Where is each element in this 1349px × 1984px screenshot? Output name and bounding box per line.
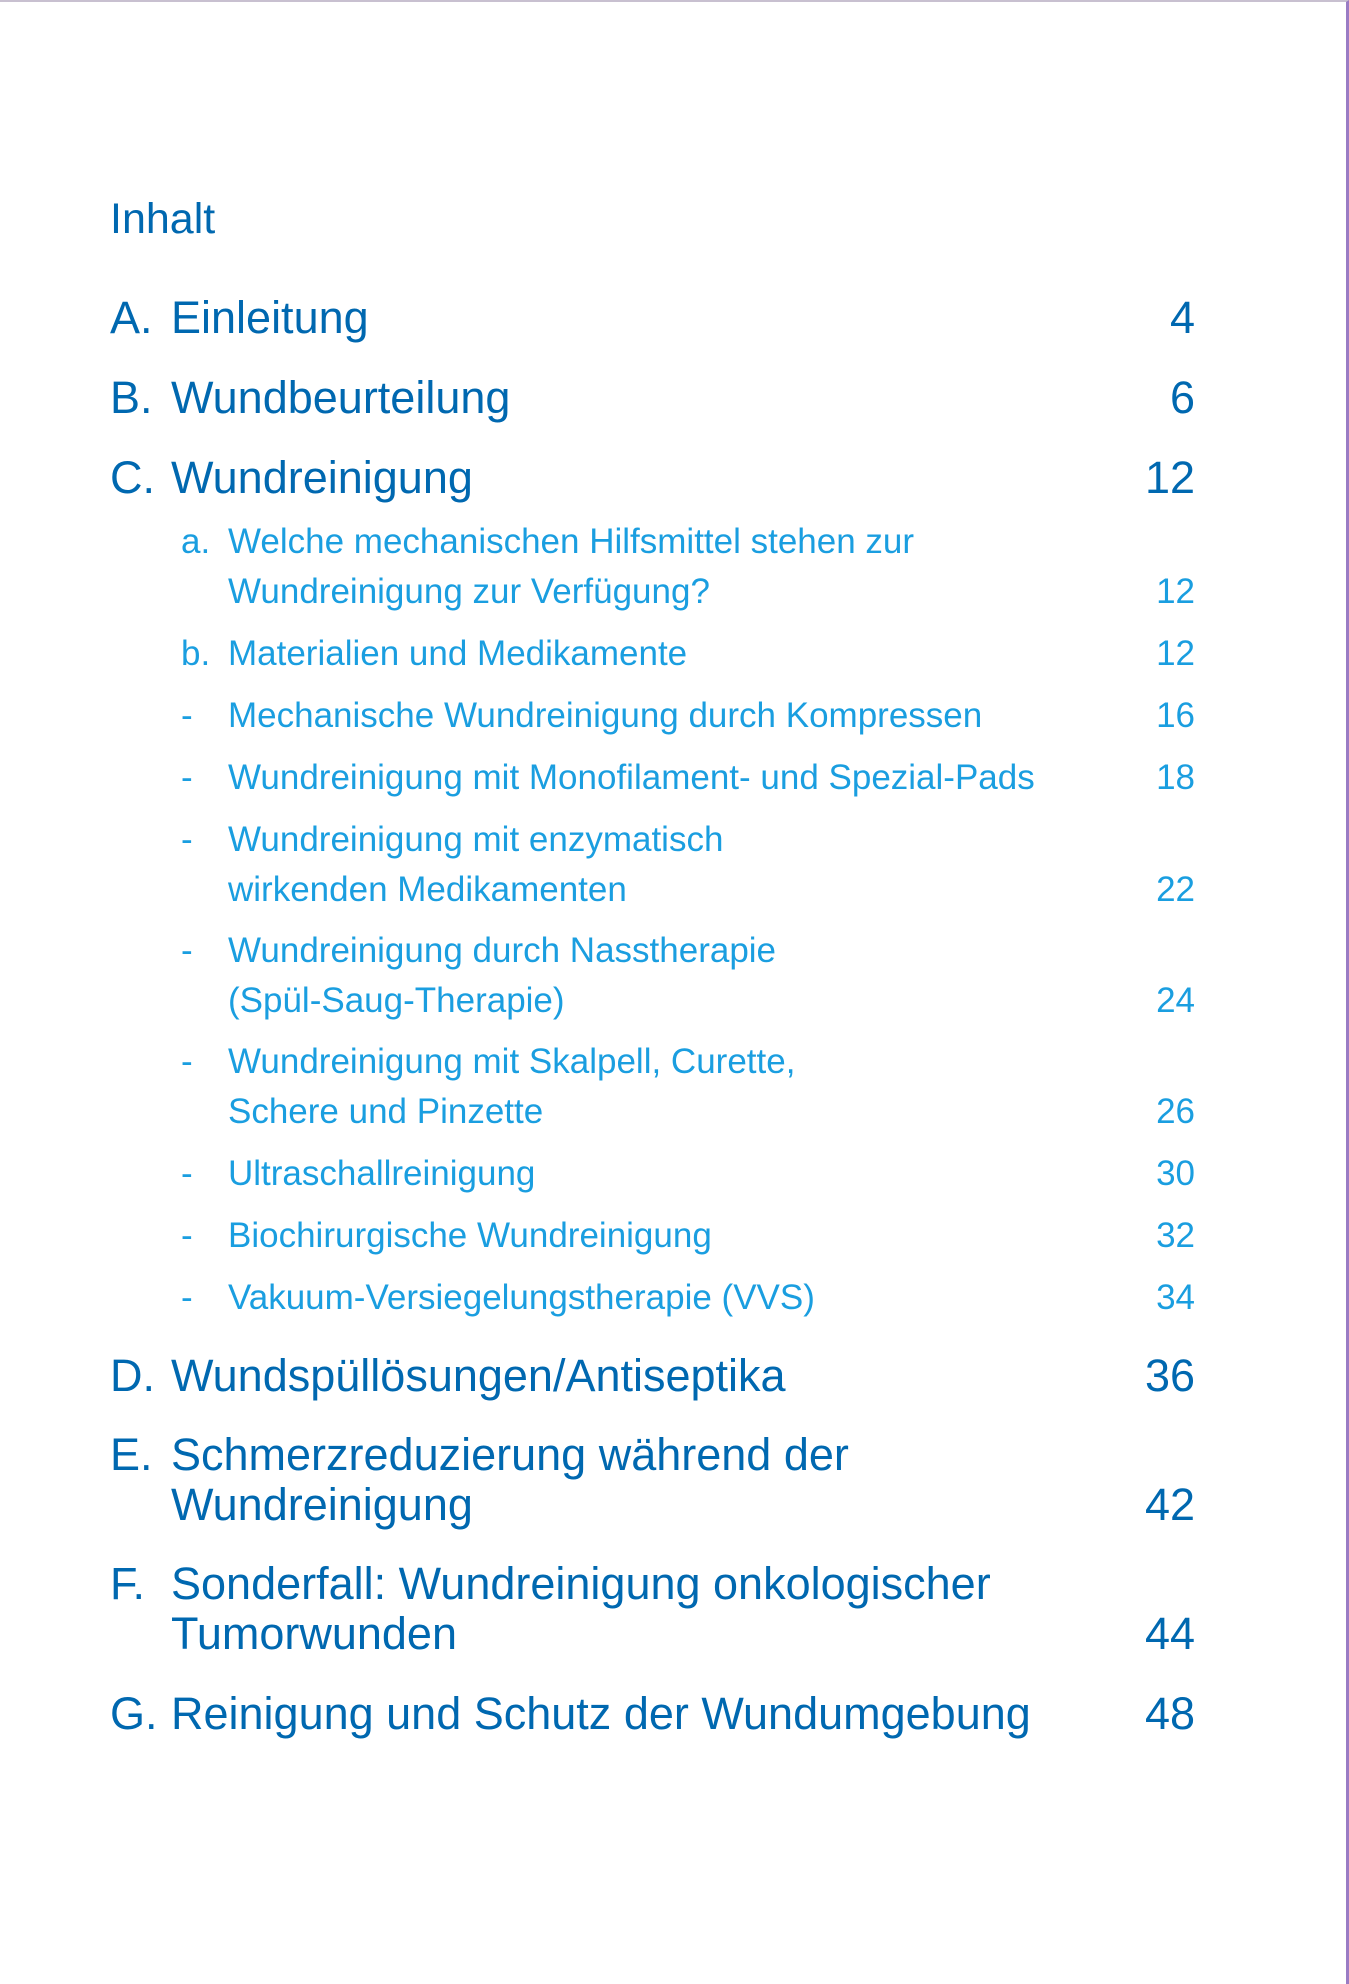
toc-entry-line: Wundbeurteilung [171,372,511,423]
toc-entry-marker: - [181,696,193,735]
toc-entry-line: Welche mechanischen Hilfsmittel stehen zur [228,522,915,561]
toc-entry-line: wirkenden Medikamenten [228,870,627,909]
toc-entry-marker: A. [110,292,153,343]
toc-entry-marker: B. [110,372,153,423]
toc-entry-page-number: 18 [1156,758,1195,797]
toc-entry-line: Tumorwunden [171,1608,457,1659]
toc-entry-page-number: 34 [1156,1278,1195,1317]
toc-entry-marker: D. [110,1350,155,1401]
toc-entry-line: (Spül-Saug-Therapie) [228,981,565,1020]
toc-entry-page-number: 24 [1156,981,1195,1020]
toc-entry-marker: F. [110,1558,146,1609]
toc-entry-line: Wundspüllösungen/Antiseptika [171,1350,786,1401]
toc-entry-page-number: 36 [1144,1350,1195,1401]
toc-entry-line: Wundreinigung zur Verfügung? [228,572,710,611]
toc-entry-title [228,629,687,679]
toc-entry-line: Wundreinigung mit Monofilament- und Spezial-Pads [228,758,1035,797]
toc-entry-title [228,753,1035,803]
toc-entry-line: Schmerzreduzierung während der [171,1429,849,1480]
toc-entry-page-number: 30 [1156,1154,1195,1193]
toc-entry-title [228,517,914,617]
toc-entry-page-number: 4 [1169,292,1195,343]
toc-entry-page-number: 16 [1156,696,1195,735]
toc-entry-title [171,1689,1031,1739]
toc-entry-title [228,1273,815,1323]
toc-entry-title [171,373,510,423]
toc-entry-line: Wundreinigung mit enzymatisch [228,820,724,859]
toc-entry-page-number: 12 [1144,452,1195,503]
toc-entry-title [171,1430,849,1530]
toc-entry-title [228,1211,712,1261]
toc-entry-line: Sonderfall: Wundreinigung onkologischer [171,1558,991,1609]
toc-entry-title [228,1149,535,1199]
toc-entry-line: Reinigung und Schutz der Wundumgebung [171,1688,1031,1739]
toc-entry-line: Wundreinigung durch Nasstherapie [228,931,777,970]
toc-entry-marker: a. [181,522,211,561]
toc-entry-title [228,1037,795,1137]
toc-entry-line: Einleitung [171,292,369,343]
toc-entry-marker: - [181,1216,193,1255]
toc-entry-title [171,1351,786,1401]
toc-entry-page-number: 12 [1156,634,1195,673]
toc-entry-title [228,815,723,915]
toc-entry-line: Ultraschallreinigung [228,1154,536,1193]
toc-entry-page-number: 26 [1156,1092,1195,1131]
toc-entry-line: Wundreinigung mit Skalpell, Curette, [228,1042,796,1081]
toc-title: Inhalt [110,195,216,243]
toc-entry-marker: C. [110,452,155,503]
toc-entry-title [171,453,473,503]
toc-entry-page-number: 48 [1144,1688,1195,1739]
toc-entry-title [171,293,369,343]
toc-entry-page-number: 42 [1144,1479,1195,1530]
toc-entry-page-number: 12 [1156,572,1195,611]
toc-entry-page-number: 32 [1156,1216,1195,1255]
toc-entry-marker: - [181,1278,193,1317]
toc-entry-marker: G. [110,1688,158,1739]
toc-entry-page-number: 6 [1169,372,1195,423]
toc-entry-line: Wundreinigung [171,1479,473,1530]
toc-entry-line: Biochirurgische Wundreinigung [228,1216,712,1255]
toc-entry-line: Schere und Pinzette [228,1092,544,1131]
toc-entry-line: Wundreinigung [171,452,473,503]
toc-entry-marker: b. [181,634,211,673]
toc-entry-page-number: 44 [1144,1608,1195,1659]
toc-entry-title [228,926,776,1026]
toc-entry-marker: E. [110,1429,153,1480]
toc-entry-marker: - [181,758,193,797]
toc-entry-line: Mechanische Wundreinigung durch Kompressen [228,696,983,735]
toc-entry-marker: - [181,1042,193,1081]
toc-entry-line: Vakuum-Versiegelungstherapie (VVS) [228,1278,815,1317]
toc-entry-title [171,1559,991,1659]
toc-entry-line: Materialien und Medikamente [228,634,688,673]
toc-entry-title [228,691,982,741]
toc-entry-marker: - [181,1154,193,1193]
toc-entry-page-number: 22 [1156,870,1195,909]
toc-entry-marker: - [181,820,193,859]
toc-entry-marker: - [181,931,193,970]
